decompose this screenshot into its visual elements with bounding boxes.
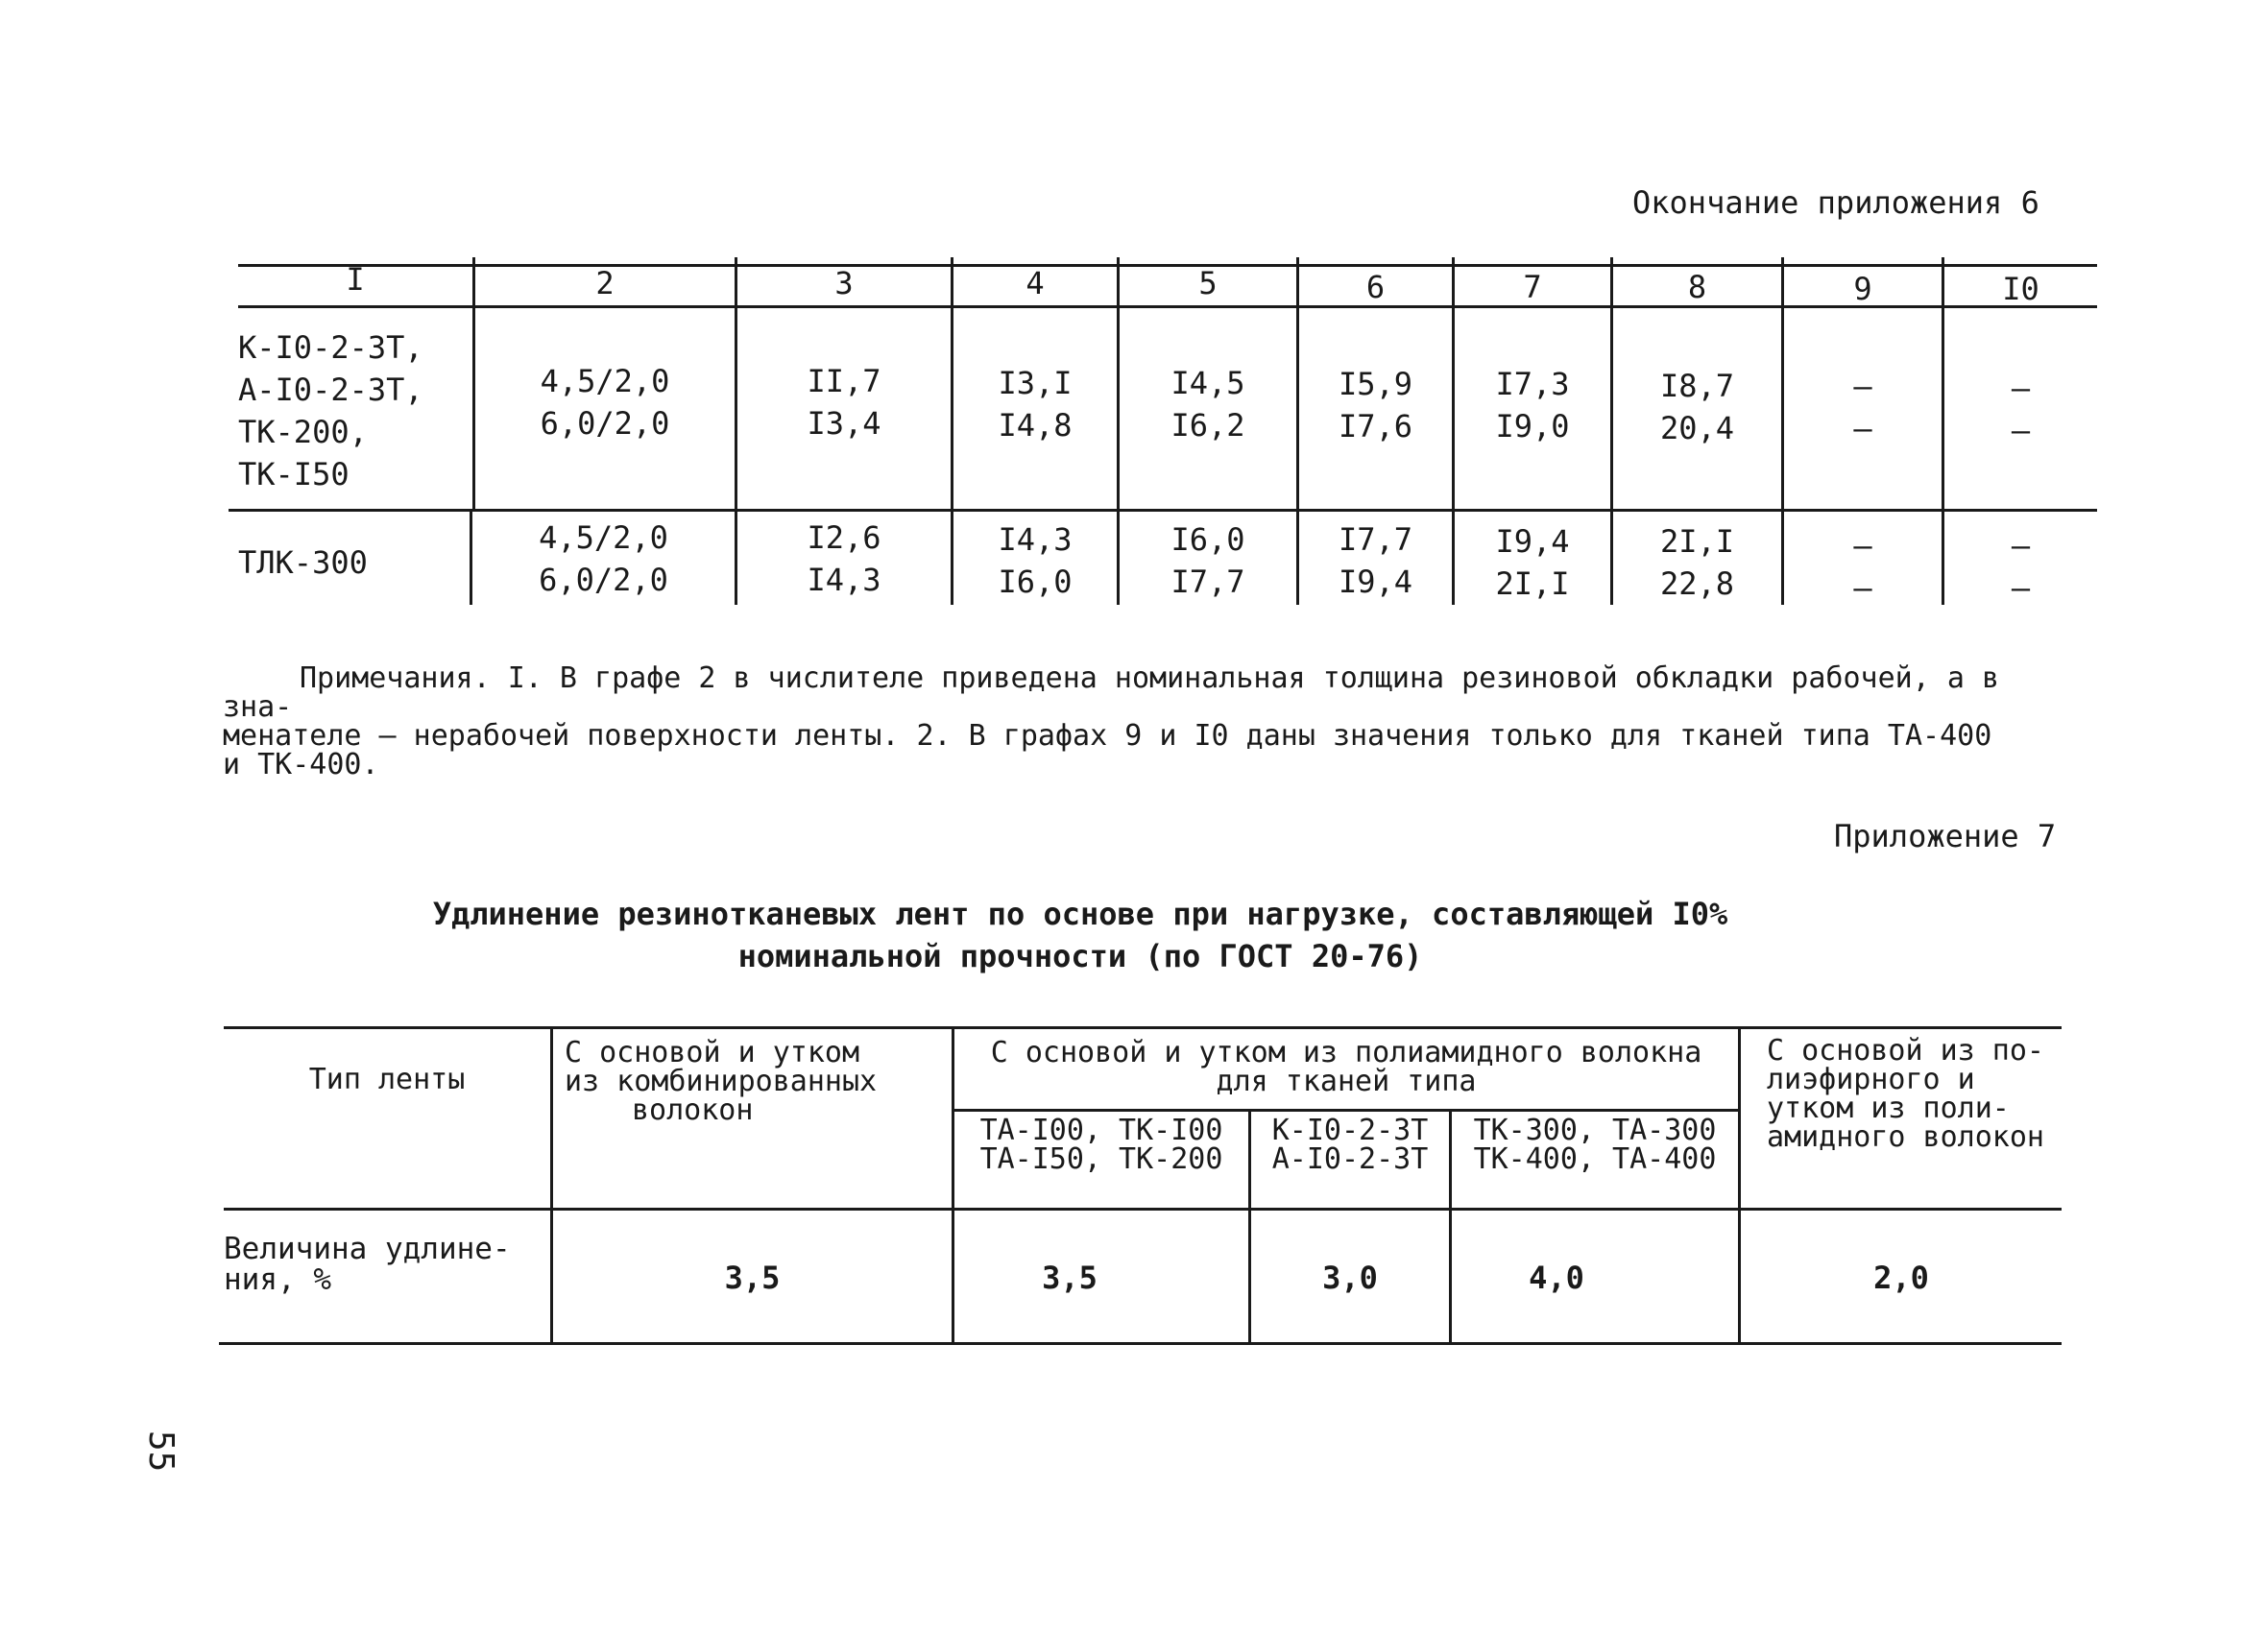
table-row-1-col-8: I8,7 20,4 xyxy=(1659,368,1735,446)
sub-header-k10: К-I0-2-3Т А-I0-2-3Т xyxy=(1271,1114,1429,1176)
value-tk300: 4,0 xyxy=(1529,1260,1584,1296)
table-row-1-type: К-I0-2-3Т, А-I0-2-3Т, ТК-200, ТК-I50 xyxy=(238,329,423,492)
table-row-1-col-7: I7,3 I9,0 xyxy=(1495,366,1570,444)
value-k10: 3,0 xyxy=(1322,1260,1378,1296)
table-row-2-col-8: 2I,I 22,8 xyxy=(1659,523,1735,602)
table-row-2-col-10: – – xyxy=(2011,527,2031,606)
col-header-polyester: С основой из по- лиэфирного и утком из поли- амидного волокон xyxy=(1767,1034,2044,1154)
header-col-4: 4 xyxy=(1025,265,1045,301)
table-row-1-col-2: 4,5/2,0 6,0/2,0 xyxy=(540,363,670,442)
header-col-2: 2 xyxy=(595,265,615,301)
table-row-1-col-6: I5,9 I7,6 xyxy=(1338,366,1413,444)
sub-header-tk300: ТК-300, ТА-300 ТК-400, ТА-400 xyxy=(1473,1114,1717,1176)
table-notes: Примечания. I. В графе 2 в числителе приведена номинальная толщина резиновой обкладки рабочей, а в зна- менателе – нерабочей поверхности ленты. 2. В графах 9 и I0 даны значения только для тканей типа ТА-400 и ТК-400. xyxy=(223,661,2000,781)
table-row-1-col-3: II,7 I3,4 xyxy=(807,363,881,442)
header-col-9: 9 xyxy=(1853,271,1872,307)
appendix-7-title: Удлинение резинотканевых лент по основе при нагрузке, составляющей I0% номинальной прочности (по ГОСТ 20-76) xyxy=(432,896,1728,974)
table-row-2-type: ТЛК-300 xyxy=(238,544,368,581)
row-label-elongation: Величина удлине- ния, % xyxy=(224,1232,511,1297)
col-header-type: Тип ленты xyxy=(308,1063,466,1096)
header-col-10: I0 xyxy=(2002,271,2039,307)
sub-header-ta100: ТА-I00, ТК-I00 ТА-I50, ТК-200 xyxy=(979,1114,1223,1176)
header-col-8: 8 xyxy=(1687,269,1707,305)
table-row-1-col-4: I3,I I4,8 xyxy=(998,365,1073,444)
continuation-title: Окончание приложения 6 xyxy=(1632,184,2039,221)
header-col-1: I xyxy=(346,261,365,298)
table-row-2-col-4: I4,3 I6,0 xyxy=(998,521,1073,600)
value-combined: 3,5 xyxy=(724,1260,781,1296)
value-ta100: 3,5 xyxy=(1042,1260,1098,1296)
header-col-6: 6 xyxy=(1365,269,1386,305)
col-header-combined: С основой и утком из комбинированных волокон xyxy=(565,1036,878,1127)
table-row-1-col-9: – – xyxy=(1853,368,1872,446)
table-row-2-col-6: I7,7 I9,4 xyxy=(1338,521,1413,600)
table-row-1-col-5: I4,5 I6,2 xyxy=(1170,365,1245,444)
table-row-2-col-3: I2,6 I4,3 xyxy=(807,519,881,598)
table-row-2-col-2: 4,5/2,0 6,0/2,0 xyxy=(539,519,668,598)
header-col-7: 7 xyxy=(1523,269,1542,305)
table-row-2-col-5: I6,0 I7,7 xyxy=(1170,521,1245,600)
page-number: 55 xyxy=(141,1430,181,1473)
col-header-polyamide: С основой и утком из полиамидного волокна для тканей типа xyxy=(990,1036,1702,1098)
appendix-7-label: Приложение 7 xyxy=(1834,818,2057,854)
table-row-2-col-7: I9,4 2I,I xyxy=(1495,523,1570,602)
value-polyester: 2,0 xyxy=(1873,1260,1929,1296)
header-col-3: 3 xyxy=(834,265,854,301)
table-row-2-col-9: – – xyxy=(1853,527,1872,606)
table-row-1-col-10: – – xyxy=(2011,370,2031,448)
header-col-5: 5 xyxy=(1198,265,1218,301)
